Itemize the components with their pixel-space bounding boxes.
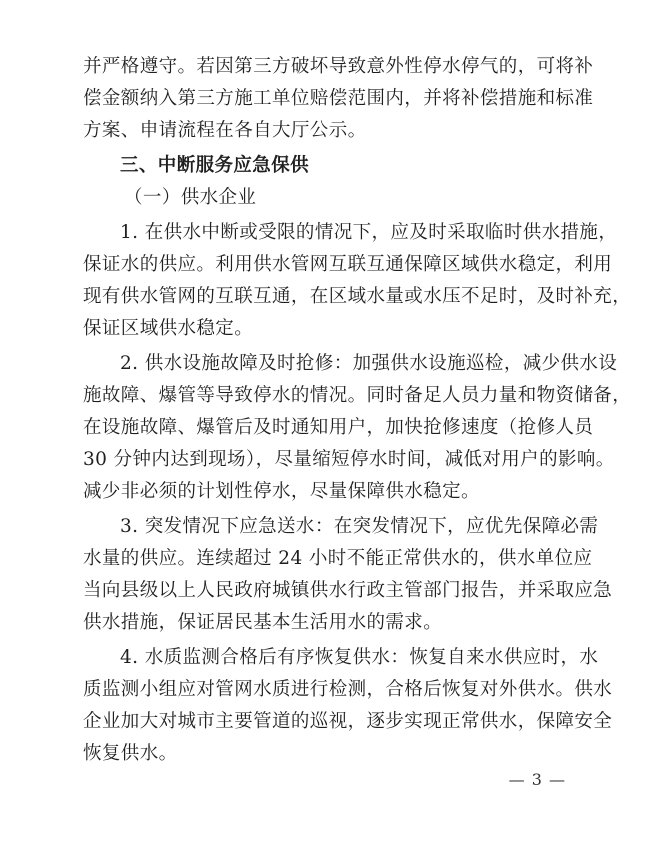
text-line: 并严格遵守。若因第三方破坏导致意外性停水停气的，可将补 (83, 56, 594, 77)
text-line: 保证区域供水稳定。 (83, 318, 254, 339)
page-number: — 3 — (508, 770, 566, 789)
text-line: 4. 水质监测合格后有序恢复供水：恢复自来水供应时，水 (120, 647, 599, 668)
text-line: 企业加大对城市主要管道的巡视，逐步实现正常供水，保障安全 (83, 711, 613, 732)
text-line: 施故障、爆管等导致停水的情况。同时备足人员力量和物资储备， (83, 385, 632, 406)
text-line: 偿金额纳入第三方施工单位赔偿范围内，并将补偿措施和标准 (83, 88, 594, 109)
text-line: 水量的供应。连续超过 24 小时不能正常供水的，供水单位应 (83, 548, 593, 569)
paragraph-item-4 (83, 642, 613, 770)
text-line: 方案、申请流程在各自大厅公示。 (83, 120, 367, 141)
text-line: 减少非必须的计划性停水，尽量保障供水稳定。 (83, 481, 480, 502)
text-line: 供水措施，保证居民基本生活用水的需求。 (83, 612, 443, 633)
text-line: 3. 突发情况下应急送水：在突发情况下，应优先保障必需 (120, 516, 599, 537)
text-line: 恢复供水。 (83, 743, 178, 764)
paragraph-item-2 (83, 348, 632, 508)
text-line: 现有供水管网的互联互通，在区域水量或水压不足时，及时补充， (83, 286, 632, 307)
text-line: 30 分钟内达到现场），尽量缩短停水时间，减低对用户的影响。 (83, 449, 615, 470)
paragraph-item-3 (83, 511, 613, 639)
text-line: 质监测小组应对管网水质进行检测，合格后恢复对外供水。供水 (83, 679, 613, 700)
text-line: 2. 供水设施故障及时抢修：加强供水设施巡检，减少供水设 (120, 353, 618, 374)
text-line: 1. 在供水中断或受限的情况下，应及时采取临时供水措施， (120, 222, 618, 243)
section-heading: 三、中断服务应急保供 (120, 155, 310, 176)
subsection-heading: （一）供水企业 (124, 187, 257, 208)
paragraph-intro-continued (83, 51, 594, 147)
text-line: 在设施故障、爆管后及时通知用户，加快抢修速度（抢修人员 (83, 417, 594, 438)
text-line: 当向县级以上人民政府城镇供水行政主管部门报告，并采取应急 (83, 580, 613, 601)
text-line: 保证水的供应。利用供水管网互联互通保障区域供水稳定，利用 (83, 254, 613, 275)
paragraph-item-1 (83, 217, 632, 345)
